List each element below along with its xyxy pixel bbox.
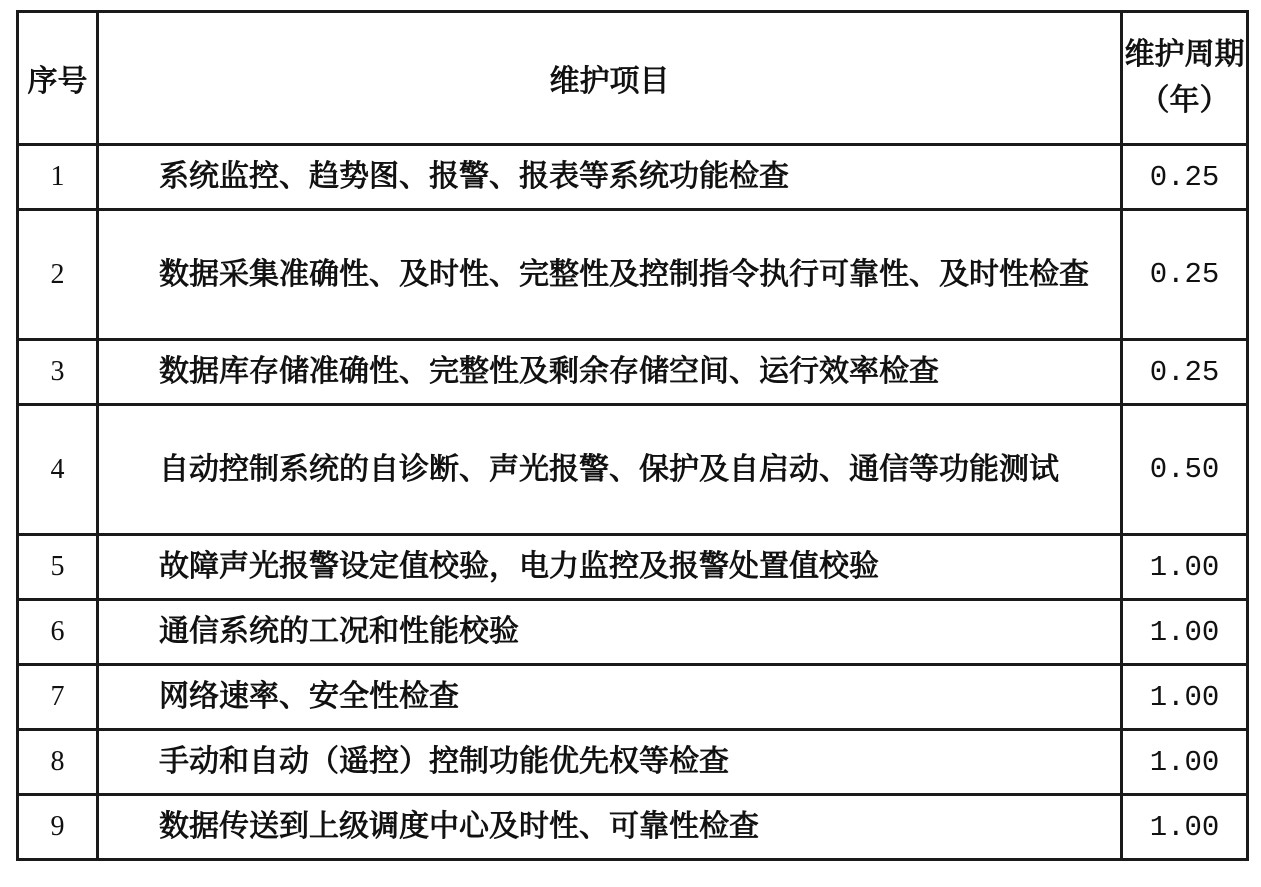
header-cycle-line1: 维护周期 bbox=[1124, 37, 1245, 72]
row-seq: 2 bbox=[18, 210, 98, 340]
table-row bbox=[18, 795, 1248, 860]
table-row bbox=[18, 730, 1248, 795]
row-item: 网络速率、安全性检查 bbox=[98, 665, 1122, 730]
row-seq: 3 bbox=[18, 340, 98, 405]
row-item: 数据库存储准确性、完整性及剩余存储空间、运行效率检查 bbox=[98, 340, 1122, 405]
row-item: 自动控制系统的自诊断、声光报警、保护及自启动、通信等功能测试 bbox=[98, 405, 1122, 535]
row-cycle: 1.00 bbox=[1122, 730, 1248, 795]
row-cycle: 1.00 bbox=[1122, 665, 1248, 730]
table-row bbox=[18, 145, 1248, 210]
row-seq: 4 bbox=[18, 405, 98, 535]
table-header-row bbox=[18, 12, 1248, 145]
header-seq: 序号 bbox=[18, 12, 98, 145]
row-seq: 5 bbox=[18, 535, 98, 600]
row-seq: 6 bbox=[18, 600, 98, 665]
row-cycle: 1.00 bbox=[1122, 535, 1248, 600]
table-row bbox=[18, 405, 1248, 535]
header-cycle bbox=[1122, 12, 1248, 145]
row-cycle: 1.00 bbox=[1122, 600, 1248, 665]
row-item: 系统监控、趋势图、报警、报表等系统功能检查 bbox=[98, 145, 1122, 210]
header-item: 维护项目 bbox=[98, 12, 1122, 145]
table-row bbox=[18, 340, 1248, 405]
table-row bbox=[18, 600, 1248, 665]
row-cycle: 1.00 bbox=[1122, 795, 1248, 860]
table-row bbox=[18, 210, 1248, 340]
row-item: 故障声光报警设定值校验，电力监控及报警处置值校验 bbox=[98, 535, 1122, 600]
row-seq: 1 bbox=[18, 145, 98, 210]
row-seq: 7 bbox=[18, 665, 98, 730]
table-row bbox=[18, 665, 1248, 730]
row-seq: 8 bbox=[18, 730, 98, 795]
header-cycle-line2: （年） bbox=[1139, 83, 1230, 118]
row-seq: 9 bbox=[18, 795, 98, 860]
row-cycle: 0.50 bbox=[1122, 405, 1248, 535]
row-cycle: 0.25 bbox=[1122, 340, 1248, 405]
row-item: 手动和自动（遥控）控制功能优先权等检查 bbox=[98, 730, 1122, 795]
row-item: 通信系统的工况和性能校验 bbox=[98, 600, 1122, 665]
row-item: 数据传送到上级调度中心及时性、可靠性检查 bbox=[98, 795, 1122, 860]
table-row bbox=[18, 535, 1248, 600]
row-cycle: 0.25 bbox=[1122, 210, 1248, 340]
row-cycle: 0.25 bbox=[1122, 145, 1248, 210]
row-item: 数据采集准确性、及时性、完整性及控制指令执行可靠性、及时性检查 bbox=[98, 210, 1122, 340]
maintenance-table bbox=[16, 10, 1249, 861]
